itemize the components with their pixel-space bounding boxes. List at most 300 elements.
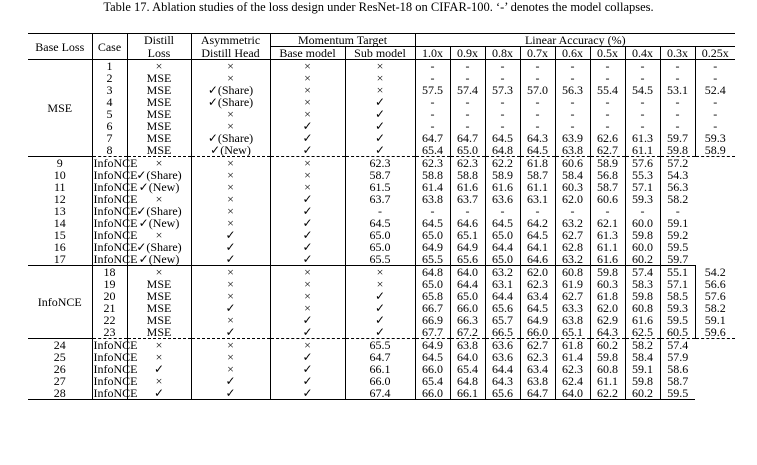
accuracy-cell: 58.4 — [555, 169, 590, 181]
accuracy-cell: 62.3 — [520, 351, 555, 363]
accuracy-cell: 55.4 — [590, 84, 625, 96]
table-row — [28, 387, 735, 400]
distill-loss-cell: InfoNCE — [93, 362, 138, 376]
case-cell: 19 — [92, 278, 127, 290]
accuracy-cell: 63.8 — [415, 193, 450, 205]
asym-head-cell: × — [191, 60, 270, 73]
accuracy-cell: 63.6 — [485, 193, 520, 205]
accuracy-cell: 61.6 — [590, 253, 625, 266]
case-cell: 27 — [28, 375, 92, 387]
accuracy-cell: 65.5 — [415, 253, 450, 266]
asym-head-cell: × — [191, 108, 270, 120]
accuracy-cell: - — [590, 108, 625, 120]
accuracy-cell: 59.5 — [667, 240, 689, 254]
distill-loss-cell: MSE — [127, 84, 191, 96]
base-model-cell: × — [270, 278, 345, 290]
accuracy-cell: 63.8 — [450, 339, 485, 352]
accuracy-cell: 62.2 — [590, 387, 625, 400]
asym-head-cell: × — [191, 72, 270, 84]
accuracy-cell: 58.6 — [667, 362, 689, 376]
accuracy-cell: 64.9 — [450, 241, 485, 253]
accuracy-cell: 57.1 — [660, 278, 695, 290]
accuracy-cell: 65.6 — [485, 302, 520, 314]
asym-head-cell: ✓(Share) — [191, 132, 270, 144]
accuracy-cell: 58.7 — [590, 181, 625, 193]
accuracy-cell: - — [590, 72, 625, 84]
base-model-cell: ✓ — [191, 253, 270, 266]
accuracy-cell: 59.8 — [590, 351, 625, 363]
accuracy-cell: 60.8 — [555, 266, 590, 279]
accuracy-cell: 57.3 — [485, 84, 520, 96]
accuracy-cell: 65.8 — [415, 290, 450, 302]
base-model-cell: ✓ — [270, 144, 345, 157]
accuracy-cell: 58.2 — [667, 192, 689, 206]
accuracy-cell: 54.5 — [625, 84, 660, 96]
base-model-cell: × — [191, 363, 270, 375]
accuracy-cell: - — [450, 108, 485, 120]
accuracy-cell: - — [415, 72, 450, 84]
accuracy-cell: 58.8 — [450, 169, 485, 181]
accuracy-cell: 65.0 — [485, 229, 520, 241]
accuracy-cell: 65.0 — [345, 229, 415, 241]
accuracy-cell: 59.5 — [660, 387, 695, 400]
sub-model-cell: ✓ — [345, 302, 415, 314]
accuracy-cell: - — [555, 72, 590, 84]
asym-head-cell: × — [191, 266, 270, 279]
accuracy-cell: 56.8 — [590, 169, 625, 181]
accuracy-cell: 59.1 — [625, 363, 660, 375]
accuracy-cell: 62.6 — [590, 132, 625, 144]
accuracy-cell: 59.7 — [660, 132, 695, 144]
accuracy-cell: 56.6 — [704, 277, 726, 291]
accuracy-cell: 53.1 — [660, 84, 695, 96]
case-cell: 23 — [92, 326, 127, 339]
accuracy-cell: 63.8 — [555, 144, 590, 157]
accuracy-cell: 65.4 — [450, 363, 485, 375]
distill-loss-cell: InfoNCE — [93, 374, 138, 388]
accuracy-cell: 63.8 — [520, 375, 555, 387]
accuracy-cell: 62.8 — [555, 241, 590, 253]
accuracy-cell: 52.4 — [704, 83, 726, 97]
accuracy-cell: 61.8 — [520, 157, 555, 170]
accuracy-cell: 63.1 — [485, 278, 520, 290]
accuracy-cell: 64.3 — [520, 132, 555, 144]
accuracy-cell: 61.4 — [555, 351, 590, 363]
accuracy-cell: 60.0 — [625, 241, 660, 253]
sub-model-cell: ✓ — [270, 253, 345, 266]
accuracy-cell: 58.4 — [625, 351, 660, 363]
asym-head-cell: ✓(New) — [127, 217, 191, 229]
sub-model-cell: × — [270, 181, 345, 193]
accuracy-cell: 58.5 — [660, 290, 695, 302]
accuracy-cell: - — [485, 60, 520, 73]
accuracy-cell: 64.7 — [345, 351, 415, 363]
accuracy-cell: 65.5 — [345, 253, 415, 266]
distill-loss-cell: InfoNCE — [93, 216, 138, 230]
accuracy-cell: 59.5 — [660, 314, 695, 326]
table-section — [28, 266, 735, 339]
accuracy-cell: - — [520, 120, 555, 132]
accuracy-cell: 56.3 — [555, 84, 590, 96]
accuracy-cell: 59.3 — [704, 131, 726, 145]
base-model-cell: × — [270, 96, 345, 108]
accuracy-cell: 58.3 — [625, 278, 660, 290]
accuracy-cell: - — [660, 72, 695, 84]
table-row — [28, 326, 735, 339]
accuracy-cell: 59.6 — [695, 326, 735, 339]
accuracy-cell: 64.0 — [555, 387, 590, 400]
header-width-0-25x: 0.25x — [701, 46, 729, 60]
accuracy-cell: 54.2 — [704, 264, 726, 279]
distill-loss-cell: InfoNCE — [93, 240, 138, 254]
distill-loss-cell: × — [127, 266, 191, 279]
distill-loss-cell: MSE — [127, 96, 191, 108]
base-model-cell: ✓ — [191, 387, 270, 400]
accuracy-cell: 54.3 — [667, 168, 689, 182]
accuracy-cell: 64.5 — [485, 132, 520, 144]
accuracy-cell: 63.6 — [485, 351, 520, 363]
accuracy-cell: 65.4 — [415, 144, 450, 157]
accuracy-cell: 58.7 — [667, 374, 689, 388]
distill-loss-cell: MSE — [127, 290, 191, 302]
accuracy-cell: - — [590, 205, 625, 217]
case-cell: 21 — [92, 302, 127, 314]
sub-model-cell: ✓ — [270, 229, 345, 241]
accuracy-cell: 60.8 — [625, 302, 660, 314]
accuracy-cell: 57.4 — [625, 266, 660, 279]
accuracy-cell: 66.0 — [415, 363, 450, 375]
accuracy-cell: 65.5 — [345, 339, 415, 352]
accuracy-cell: 65.0 — [485, 253, 520, 266]
asym-head-cell: × — [127, 339, 191, 352]
accuracy-cell: - — [415, 96, 450, 108]
accuracy-cell: 64.3 — [590, 326, 625, 339]
accuracy-cell: 64.7 — [415, 132, 450, 144]
base-model-cell: ✓ — [270, 314, 345, 326]
accuracy-cell: - — [713, 119, 718, 133]
sub-model-cell: ✓ — [345, 290, 415, 302]
asym-head-cell: ✓(Share) — [191, 84, 270, 96]
accuracy-cell: - — [450, 72, 485, 84]
accuracy-cell: 63.2 — [485, 266, 520, 279]
asym-head-cell: ✓ — [191, 302, 270, 314]
accuracy-cell: 65.4 — [415, 375, 450, 387]
table-caption: Table 17. Ablation studies of the loss design under ResNet-18 on CIFAR-100. ‘-’ denotes the model collapses. — [103, 0, 654, 14]
accuracy-cell: 65.7 — [485, 314, 520, 326]
accuracy-cell: 62.0 — [520, 266, 555, 279]
table-row — [28, 144, 735, 157]
table-header — [28, 34, 735, 60]
accuracy-cell: 59.3 — [660, 302, 695, 314]
accuracy-cell: 62.2 — [485, 157, 520, 170]
distill-loss-cell: MSE — [127, 144, 191, 157]
case-cell: 5 — [92, 108, 127, 120]
accuracy-cell: - — [555, 120, 590, 132]
accuracy-cell: 64.8 — [485, 144, 520, 157]
accuracy-cell: 64.1 — [520, 241, 555, 253]
accuracy-cell: 59.1 — [704, 313, 726, 327]
asym-head-cell: ✓(New) — [191, 144, 270, 157]
accuracy-cell: 61.3 — [625, 132, 660, 144]
accuracy-cell: - — [713, 59, 718, 73]
base-model-cell: × — [270, 290, 345, 302]
header-width-0-6x: 0.6x — [555, 47, 590, 60]
table-row — [28, 253, 735, 266]
accuracy-cell: 65.0 — [450, 290, 485, 302]
accuracy-cell: 62.3 — [415, 157, 450, 170]
accuracy-cell: - — [555, 108, 590, 120]
case-cell: 9 — [28, 157, 92, 170]
accuracy-cell: 60.3 — [590, 278, 625, 290]
accuracy-cell: 58.2 — [625, 339, 660, 352]
accuracy-cell: 66.0 — [345, 375, 415, 387]
accuracy-cell: 62.1 — [590, 217, 625, 229]
case-cell: 1 — [92, 60, 127, 73]
accuracy-cell: 57.9 — [667, 350, 689, 364]
distill-loss-cell: InfoNCE — [93, 168, 138, 182]
distill-loss-cell: InfoNCE — [93, 156, 138, 170]
accuracy-cell: 57.4 — [667, 338, 689, 352]
asym-head-cell: ✓ — [127, 387, 191, 400]
accuracy-cell: 62.7 — [555, 290, 590, 302]
base-loss-cell: InfoNCE — [28, 266, 92, 339]
accuracy-cell: - — [555, 60, 590, 73]
accuracy-cell: 66.7 — [415, 302, 450, 314]
sub-model-cell: × — [345, 278, 415, 290]
accuracy-cell: 59.7 — [660, 253, 695, 266]
accuracy-cell: 64.5 — [520, 302, 555, 314]
accuracy-cell: 60.2 — [625, 253, 660, 266]
accuracy-cell: 67.2 — [450, 326, 485, 339]
distill-loss-cell: InfoNCE — [93, 192, 138, 206]
accuracy-cell: 66.0 — [450, 302, 485, 314]
accuracy-cell: 62.4 — [555, 375, 590, 387]
accuracy-cell: 65.0 — [415, 278, 450, 290]
accuracy-cell: - — [713, 71, 718, 85]
accuracy-cell: 64.5 — [415, 217, 450, 229]
accuracy-cell: 61.1 — [625, 144, 660, 157]
accuracy-cell: 64.6 — [450, 217, 485, 229]
case-cell: 8 — [92, 144, 127, 157]
accuracy-cell: 64.8 — [450, 375, 485, 387]
accuracy-cell: 64.6 — [520, 253, 555, 266]
accuracy-cell: 62.0 — [590, 302, 625, 314]
accuracy-cell: 63.1 — [520, 193, 555, 205]
base-model-cell: × — [270, 84, 345, 96]
sub-model-cell: ✓ — [270, 217, 345, 229]
accuracy-cell: - — [713, 107, 718, 121]
base-model-cell: ✓ — [270, 326, 345, 339]
accuracy-cell: 63.4 — [520, 290, 555, 302]
accuracy-cell: 58.9 — [590, 157, 625, 170]
sub-model-cell: × — [270, 339, 345, 352]
accuracy-cell: 57.2 — [667, 156, 689, 170]
accuracy-cell: - — [415, 205, 450, 217]
case-cell: 25 — [28, 351, 92, 363]
accuracy-cell: 64.5 — [520, 144, 555, 157]
accuracy-cell: 67.4 — [345, 387, 415, 400]
base-model-cell: × — [191, 351, 270, 363]
asym-head-cell: × — [127, 351, 191, 363]
sub-model-cell: ✓ — [345, 144, 415, 157]
case-cell: 26 — [28, 363, 92, 375]
accuracy-cell: 60.0 — [625, 217, 660, 229]
accuracy-cell: - — [590, 120, 625, 132]
accuracy-cell: - — [415, 120, 450, 132]
sub-model-cell: ✓ — [345, 326, 415, 339]
asym-head-cell: × — [191, 120, 270, 132]
sub-model-cell: ✓ — [345, 314, 415, 326]
header-width-0-4x: 0.4x — [625, 47, 660, 60]
distill-loss-cell: InfoNCE — [93, 180, 138, 194]
accuracy-cell: - — [345, 205, 415, 217]
accuracy-cell: 60.5 — [660, 326, 695, 339]
distill-loss-cell: × — [127, 60, 191, 73]
accuracy-cell: 59.8 — [625, 229, 660, 241]
accuracy-cell: 61.1 — [520, 181, 555, 193]
distill-loss-cell: MSE — [127, 326, 191, 339]
case-cell: 12 — [28, 193, 92, 205]
accuracy-cell: - — [520, 60, 555, 73]
accuracy-cell: 61.5 — [345, 181, 415, 193]
sub-model-cell: ✓ — [345, 96, 415, 108]
header-asym-line1: Asymmetric — [191, 34, 270, 47]
accuracy-cell: 65.0 — [415, 229, 450, 241]
accuracy-cell: 59.8 — [625, 290, 660, 302]
sub-model-cell: × — [270, 169, 345, 181]
sub-model-cell: ✓ — [345, 108, 415, 120]
sub-model-cell: ✓ — [270, 375, 345, 387]
accuracy-cell: 65.1 — [555, 326, 590, 339]
accuracy-cell: - — [485, 72, 520, 84]
table-section — [28, 157, 735, 266]
accuracy-cell: 59.2 — [667, 228, 689, 242]
case-cell: 28 — [28, 387, 92, 400]
accuracy-cell: 62.0 — [555, 193, 590, 205]
accuracy-cell: - — [485, 120, 520, 132]
accuracy-cell: 62.7 — [590, 144, 625, 157]
accuracy-cell: - — [520, 205, 555, 217]
asym-head-cell: × — [127, 375, 191, 387]
accuracy-cell: 63.7 — [450, 193, 485, 205]
accuracy-cell: - — [590, 96, 625, 108]
base-model-cell: × — [270, 302, 345, 314]
accuracy-cell: 59.8 — [660, 144, 695, 157]
distill-loss-cell: MSE — [127, 302, 191, 314]
case-cell: 14 — [28, 217, 92, 229]
asym-head-cell: × — [127, 157, 191, 170]
accuracy-cell: 64.9 — [415, 339, 450, 352]
asym-head-cell: ✓(New) — [127, 181, 191, 193]
accuracy-cell: 56.3 — [667, 180, 689, 194]
case-cell: 20 — [92, 290, 127, 302]
case-cell: 6 — [92, 120, 127, 132]
case-cell: 13 — [28, 205, 92, 217]
base-model-cell: × — [191, 157, 270, 170]
accuracy-cell: 66.0 — [520, 326, 555, 339]
accuracy-cell: - — [660, 60, 695, 73]
base-model-cell: × — [270, 60, 345, 73]
accuracy-cell: 57.6 — [625, 157, 660, 170]
sub-model-cell: ✓ — [270, 351, 345, 363]
case-cell: 3 — [92, 84, 127, 96]
base-model-cell: × — [270, 108, 345, 120]
accuracy-cell: 63.6 — [485, 339, 520, 352]
case-cell: 17 — [28, 253, 92, 266]
accuracy-cell: - — [450, 60, 485, 73]
accuracy-cell: 64.4 — [485, 290, 520, 302]
accuracy-cell: - — [625, 108, 660, 120]
base-model-cell: ✓ — [191, 241, 270, 253]
base-model-cell: × — [191, 169, 270, 181]
base-model-cell: × — [270, 266, 345, 279]
accuracy-cell: - — [520, 96, 555, 108]
accuracy-cell: - — [485, 205, 520, 217]
accuracy-cell: - — [485, 96, 520, 108]
header-width-0-3x: 0.3x — [660, 47, 695, 60]
base-model-cell: × — [191, 339, 270, 352]
base-model-cell: ✓ — [191, 229, 270, 241]
accuracy-cell: 55.3 — [625, 169, 660, 181]
header-base-model: Base model — [270, 47, 345, 60]
accuracy-cell: 63.7 — [345, 193, 415, 205]
accuracy-cell: 58.9 — [695, 144, 735, 157]
accuracy-cell: - — [450, 205, 485, 217]
header-momentum-target: Momentum Target — [270, 34, 415, 47]
base-model-cell: ✓ — [270, 132, 345, 144]
accuracy-cell: 61.1 — [590, 375, 625, 387]
accuracy-cell: 61.8 — [555, 339, 590, 352]
header-width-0-9x: 0.9x — [450, 47, 485, 60]
accuracy-cell: - — [675, 204, 680, 218]
asym-head-cell: × — [191, 314, 270, 326]
accuracy-cell: 61.6 — [450, 181, 485, 193]
accuracy-cell: 60.3 — [555, 181, 590, 193]
distill-loss-cell: MSE — [127, 108, 191, 120]
accuracy-cell: 65.6 — [485, 387, 520, 400]
accuracy-cell: 63.2 — [555, 253, 590, 266]
accuracy-cell: 57.5 — [415, 84, 450, 96]
accuracy-cell: 58.7 — [345, 169, 415, 181]
sub-model-cell: × — [345, 72, 415, 84]
accuracy-cell: 66.9 — [415, 314, 450, 326]
table-section — [28, 339, 735, 400]
asym-head-cell: ✓(Share) — [127, 205, 191, 217]
accuracy-cell: 64.5 — [485, 217, 520, 229]
sub-model-cell: × — [345, 266, 415, 279]
asym-head-cell: × — [191, 278, 270, 290]
sub-model-cell: ✓ — [270, 241, 345, 253]
accuracy-cell: - — [625, 96, 660, 108]
header-sub-model: Sub model — [345, 47, 415, 60]
accuracy-cell: 61.6 — [485, 181, 520, 193]
sub-model-cell: ✓ — [270, 387, 345, 400]
header-width-0-7x: 0.7x — [520, 47, 555, 60]
accuracy-cell: 64.5 — [415, 351, 450, 363]
base-model-cell: × — [191, 193, 270, 205]
accuracy-cell: 64.9 — [415, 241, 450, 253]
accuracy-cell: 64.8 — [415, 266, 450, 279]
accuracy-cell: 59.8 — [590, 266, 625, 279]
case-cell: 15 — [28, 229, 92, 241]
case-cell: 11 — [28, 181, 92, 193]
accuracy-cell: 60.6 — [590, 193, 625, 205]
accuracy-cell: 58.7 — [520, 169, 555, 181]
base-model-cell: ✓ — [270, 120, 345, 132]
distill-loss-cell: InfoNCE — [93, 252, 138, 266]
accuracy-cell: 59.8 — [625, 375, 660, 387]
accuracy-cell: 60.6 — [555, 157, 590, 170]
